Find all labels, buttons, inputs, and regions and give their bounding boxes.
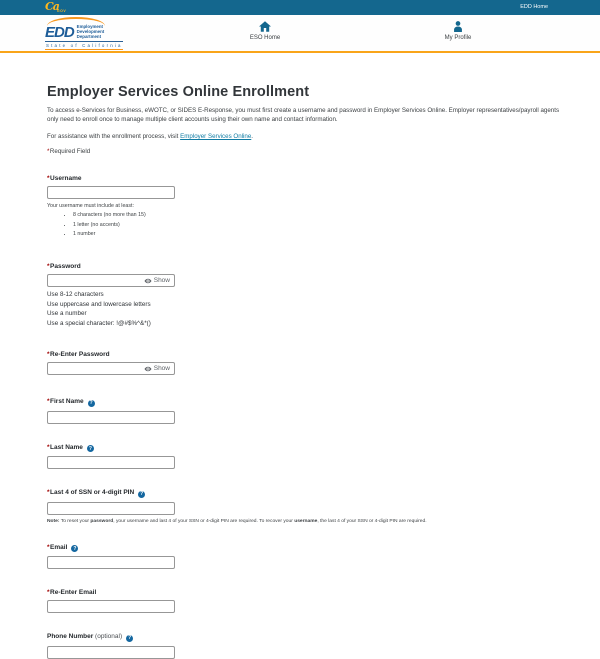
password-rule: Use uppercase and lowercase letters	[47, 300, 151, 308]
phone-help-icon[interactable]: ?	[128, 635, 132, 642]
edd-logo-state-text: State of California	[45, 41, 123, 51]
first-name-label	[47, 398, 563, 407]
reenter-password-group	[47, 351, 563, 375]
show-password-button[interactable]	[141, 277, 174, 284]
email-label-text: Email	[50, 543, 68, 551]
username-hint-item: • 1 letter (no accents)	[73, 222, 563, 228]
intro-paragraph: To access e-Services for Business, eWOTC, or SIDES E-Response, you must first create a username and password in Employer Services Online. Employer representatives/payroll agents only need to enroll once to manage multiple client accounts using their own name and contact information.	[47, 107, 560, 123]
last-name-label-text: Last Name	[50, 443, 83, 451]
reenter-email-label-text: Re-Enter Email	[50, 589, 97, 597]
ca-gov-logo-gov: GOV	[56, 9, 67, 13]
phone-optional-text: (optional)	[93, 633, 123, 641]
last-name-help-icon[interactable]: ?	[88, 445, 92, 452]
password-rule: Use a special character: !@#$%^&*()	[47, 319, 151, 327]
required-asterisk: *	[47, 147, 50, 155]
edd-logo[interactable]	[45, 18, 123, 50]
reenter-password-input[interactable]	[48, 363, 141, 374]
username-hint-item: • 1 number	[73, 231, 563, 237]
ca-gov-logo-ca: Ca	[45, 0, 59, 13]
username-label	[47, 175, 563, 182]
reenter-email-group	[47, 589, 563, 613]
last-name-label	[47, 444, 563, 453]
last-name-input[interactable]	[47, 456, 175, 469]
phone-label-text: Phone Number	[47, 633, 94, 641]
reenter-password-input-wrap	[47, 362, 175, 375]
first-name-group	[47, 398, 563, 424]
username-input[interactable]	[47, 186, 175, 199]
required-asterisk: *	[47, 174, 50, 182]
edd-home-link[interactable]: EDD Home	[520, 4, 548, 10]
password-rules	[47, 290, 563, 328]
reenter-email-label	[47, 589, 563, 596]
utility-bar	[0, 0, 600, 15]
person-icon	[453, 21, 463, 32]
show-reenter-password-label: Show	[153, 365, 170, 373]
ssn-pin-group	[47, 489, 563, 524]
nav-eso-home-label: ESO Home	[249, 35, 281, 41]
password-input-wrap	[47, 274, 175, 287]
nav-my-profile-label: My Profile	[444, 35, 472, 41]
email-label	[47, 544, 563, 553]
username-hint-title: Your username must include at least:	[47, 202, 134, 209]
page-title: Employer Services Online Enrollment	[47, 84, 310, 100]
reenter-email-input[interactable]	[47, 600, 175, 613]
required-asterisk: *	[47, 489, 50, 497]
home-icon	[259, 21, 271, 32]
eye-icon	[144, 278, 152, 284]
employer-services-online-link[interactable]: Employer Services Online	[180, 132, 252, 140]
required-asterisk: *	[47, 443, 50, 451]
assistance-paragraph	[47, 133, 563, 140]
reenter-password-label	[47, 351, 563, 358]
edd-logo-department-text: Employment Development Department	[76, 24, 105, 39]
password-label	[47, 263, 563, 270]
edd-logo-text: EDD	[45, 24, 74, 41]
phone-input[interactable]	[47, 646, 175, 659]
first-name-input[interactable]	[47, 411, 175, 424]
required-asterisk: *	[47, 398, 50, 406]
password-rule: Use a number	[47, 310, 87, 318]
last-name-group	[47, 444, 563, 470]
username-group	[47, 175, 563, 238]
required-asterisk: *	[47, 351, 50, 359]
email-group	[47, 544, 563, 570]
password-rule: Use 8-12 characters	[47, 291, 104, 299]
main-content	[47, 55, 563, 659]
ssn-pin-label	[47, 489, 563, 498]
nav-eso-home[interactable]	[225, 21, 305, 41]
required-asterisk: *	[47, 543, 50, 551]
nav-my-profile[interactable]	[418, 21, 498, 41]
phone-label	[47, 633, 563, 642]
username-hint-list	[73, 212, 563, 237]
phone-group	[47, 633, 563, 659]
email-input[interactable]	[47, 556, 175, 569]
show-reenter-password-button[interactable]	[141, 365, 174, 372]
password-group	[47, 263, 563, 328]
password-input[interactable]	[48, 275, 141, 286]
required-asterisk: *	[47, 589, 50, 597]
ssn-pin-note: Note: To reset your password, your username and last 4 of your SSN or 4-digit PIN are required. To recover your username, the last 4 of your SSN or 4-digit PIN are required.	[47, 518, 427, 524]
assistance-text-suffix: .	[251, 132, 254, 140]
show-password-label: Show	[153, 277, 170, 285]
first-name-help-icon[interactable]: ?	[89, 400, 93, 407]
required-field-note	[47, 148, 563, 155]
ssn-pin-help-icon[interactable]: ?	[140, 491, 144, 498]
required-field-label: Required Field	[49, 147, 91, 155]
ssn-pin-label-text: Last 4 of SSN or 4-digit PIN	[50, 489, 135, 497]
assistance-text: For assistance with the enrollment process, visit	[47, 132, 181, 140]
password-label-text: Password	[50, 263, 81, 271]
site-header	[0, 15, 600, 53]
username-hint-item: • 8 characters (no more than 15)	[73, 212, 563, 218]
reenter-password-label-text: Re-Enter Password	[50, 351, 110, 359]
email-help-icon[interactable]: ?	[73, 545, 77, 552]
required-asterisk: *	[47, 263, 50, 271]
username-label-text: Username	[50, 174, 82, 182]
first-name-label-text: First Name	[50, 398, 84, 406]
ssn-pin-input[interactable]	[47, 502, 175, 515]
eye-icon	[144, 366, 152, 372]
